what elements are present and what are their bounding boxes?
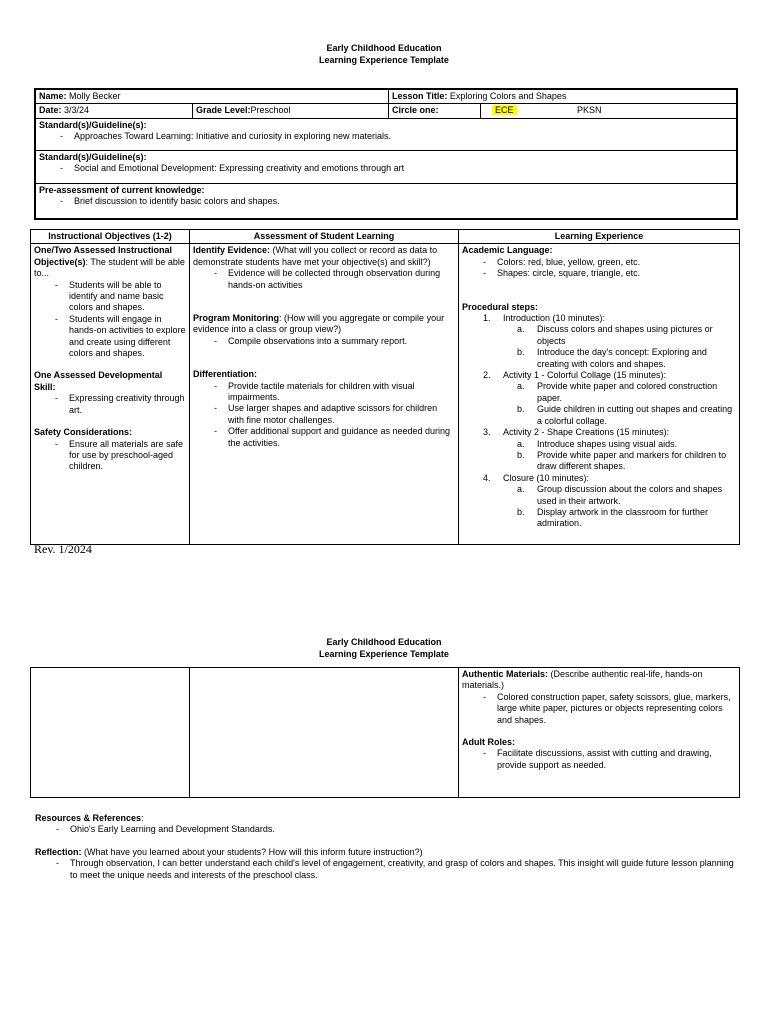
procedural-substep: a. Introduce shapes using visual aids. [517,438,678,449]
academic-language-item: - Colors: red, blue, yellow, green, etc. [462,257,736,268]
standard-1-label: Standard(s)/Guideline(s): [39,119,147,130]
date-label: Date: [39,105,62,116]
standard-1-item: - Approaches Toward Learning: Initiative and curiosity in exploring new materials. [39,131,733,142]
resources-item: - Ohio's Early Learning and Development Standards. [35,824,735,835]
name-value: Molly Becker [66,91,121,101]
standard-2-label: Standard(s)/Guideline(s): [39,151,147,162]
pre-assessment-cell [35,183,737,219]
procedural-substep: b. Display artwork in the classroom for further admiration. [517,506,709,529]
circle-options-cell [481,104,738,118]
dev-skill-label: One Assessed Developmental Skill: [34,370,163,392]
materials-label: Authentic Materials: [462,669,549,679]
dev-skill-item: - Expressing creativity through art. [34,393,186,416]
differentiation-item: - Offer additional support and guidance as needed during the activities. [193,426,455,449]
evidence-item: - Evidence will be collected through observation during hands-on activities [193,268,455,291]
page2-empty-cell-2 [190,668,459,798]
procedural-step: 3. Activity 2 - Shape Creations (15 minutes): a. Introduce shapes using visual aids. b. Provide white paper and markers for children to draw different shapes. [462,427,736,473]
assessment-cell [190,244,459,545]
procedural-substep: b. Guide children in cutting out shapes and creating a colorful collage. [517,404,733,426]
procedural-substep: a. Discuss colors and shapes using pictures or objects [517,324,713,346]
learning-experience-cell [459,244,740,545]
resources-label: Resources & References [35,813,142,823]
page2-table [30,667,740,798]
grade-level-value: Preschool [250,105,291,116]
materials-text: (Describe authentic real-life, hands-on materials.) [462,669,703,691]
main-table [30,229,740,545]
procedural-substep: b. Provide white paper and markers for children to draw different shapes. [517,449,727,472]
reflection-item: - Through observation, I can better understand each child's level of engagement, creativity, and grasp of colors and shapes. This insight will guide future lesson planning to meet the unique needs and interests of the preschool class. [35,858,735,881]
name-label: Name: [39,91,67,101]
monitoring-item: - Compile observations into a summary report. [193,336,455,347]
academic-language-item: - Shapes: circle, square, triangle, etc. [462,268,736,279]
evidence-label: Identify Evidence: [193,245,271,256]
monitoring-label: Program Monitoring [193,313,279,324]
procedural-steps-label: Procedural steps: [462,301,539,312]
standard-1-cell [35,118,737,150]
objective-item: - Students will engage in hands-on activities to explore and create using different colors and shapes. [34,314,186,360]
differentiation-label: Differentiation: [193,369,257,380]
materials-item: - Colored construction paper, safety scissors, glue, markers, large white paper, pictures or objects representing colors and shapes. [462,692,736,726]
reflection-text: (What have you learned about your students? How will this inform future instruction?) [81,846,423,857]
procedural-substep: a. Provide white paper and colored construction paper. [517,381,718,403]
header-line-2: Learning Experience Template [319,54,449,65]
procedural-step: 4. Closure (10 minutes): a. Group discussion about the colors and shapes used in their artwork. b. Display artwork in the classroom for further admiration. [462,473,736,530]
header-line-1: Early Childhood Education [326,43,442,53]
reflection-label: Reflection: [35,846,82,857]
materials-roles-cell [459,668,740,798]
procedural-step: 1. Introduction (10 minutes): a. Discuss colors and shapes using pictures or objects b. Introduce the day's concept: Exploring and creating with colors and shapes. [462,313,736,370]
col-header-assessment: Assessment of Student Learning [190,230,459,244]
col-header-learning-experience: Learning Experience [459,230,740,244]
page2-empty-cell-1 [31,668,190,798]
circle-option-pksn: PKSN [577,105,602,116]
evidence-text: (What will you collect or record as data to demonstrate students have met your objective(s) and skill?) [193,245,438,267]
standard-2-item: - Social and Emotional Development: Expressing creativity and emotions through art [39,163,733,174]
bottom-notes [35,813,735,881]
date-cell [35,104,193,118]
name-cell [35,89,389,104]
monitoring-text: : (How will you aggregate or compile your evidence into a class or group view?) [193,313,445,335]
lesson-title-value: Exploring Colors and Shapes [447,91,567,101]
resources-heading: Resources & References: [35,813,144,823]
circle-one-cell [389,104,481,118]
pre-assessment-label: Pre-assessment of current knowledge: [39,184,205,195]
differentiation-item: - Provide tactile materials for children with visual impairments. [193,381,455,404]
page-header-2 [0,637,768,660]
adult-roles-label: Adult Roles: [462,737,515,748]
grade-level-cell [193,104,389,118]
objectives-label: One/Two Assessed Instructional Objective(s) [34,245,173,267]
info-table [34,88,738,220]
lesson-title-cell [389,89,738,104]
safety-label: Safety Considerations: [34,427,133,438]
objectives-text: : The student will be able to... [34,256,185,279]
adult-roles-item: - Facilitate discussions, assist with cutting and drawing, provide support as needed. [462,748,736,771]
differentiation-item: - Use larger shapes and adaptive scissors for children with fine motor challenges. [193,403,455,426]
revision-label: Rev. 1/2024 [34,542,92,556]
col-header-objectives: Instructional Objectives (1-2) [31,230,190,244]
pre-assessment-item: - Brief discussion to identify basic colors and shapes. [39,196,733,207]
header-line-2: Learning Experience Template [319,648,449,659]
procedural-step: 2. Activity 1 - Colorful Collage (15 minutes): a. Provide white paper and colored construction paper. b. Guide children in cutting out shapes and creating a colorful collage. [462,370,736,427]
grade-level-label: Grade Level: [196,105,251,116]
procedural-substep: b. Introduce the day's concept: Exploring and creating with colors and shapes. [517,347,707,369]
procedural-steps-list [462,313,736,530]
circle-option-ece: ECE [492,105,517,115]
standard-2-cell [35,150,737,183]
academic-language-label: Academic Language: [462,245,553,256]
lesson-title-label: Lesson Title: [392,91,448,101]
circle-one-label: Circle one: [392,105,439,116]
date-value: 3/3/24 [61,105,90,116]
safety-item: - Ensure all materials are safe for use by preschool-aged children. [34,439,186,473]
objective-item: - Students will be able to identify and name basic colors and shapes. [34,280,186,314]
procedural-substep: a. Group discussion about the colors and shapes used in their artwork. [517,484,723,506]
page-header-1 [0,43,768,66]
reflection-heading [35,847,735,858]
objectives-cell [31,244,190,545]
header-line-1: Early Childhood Education [326,637,442,647]
